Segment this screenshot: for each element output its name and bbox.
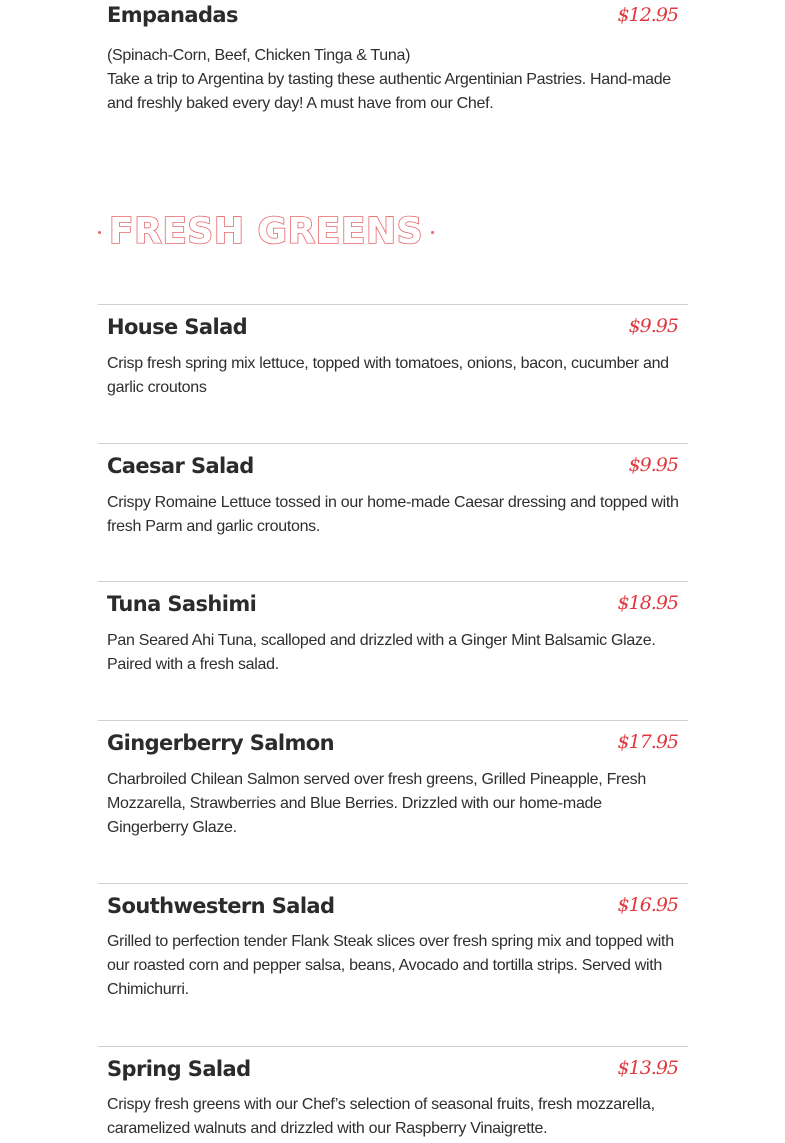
menu-item-empanadas — [98, 0, 688, 140]
item-price: $16.95 — [617, 894, 678, 916]
heading-dot-left — [98, 231, 101, 234]
item-price: $18.95 — [617, 592, 678, 614]
item-name: Southwestern Salad — [107, 894, 335, 918]
item-description: Crisp fresh spring mix lettuce, topped with tomatoes, onions, bacon, cucumber and garlic croutons — [107, 355, 669, 396]
item-description: Grilled to perfection tender Flank Steak slices over fresh spring mix and topped with our roasted corn and pepper salsa, beans, Avocado and tortilla strips. Served with Chimichurri. — [107, 933, 674, 998]
item-price: $9.95 — [628, 454, 678, 476]
menu-item — [98, 581, 688, 720]
item-name: Gingerberry Salmon — [107, 731, 334, 755]
section-heading — [98, 206, 434, 258]
section-title: FRESH GREENS — [109, 211, 424, 252]
item-description: Crispy fresh greens with our Chef’s selection of seasonal fruits, fresh mozzarella, caramelized walnuts and drizzled with our Raspberry Vinaigrette. — [107, 1096, 655, 1137]
item-name: Tuna Sashimi — [107, 592, 257, 616]
item-description: (Spinach-Corn, Beef, Chicken Tinga & Tuna) Take a trip to Argentina by tasting these authentic Argentinian Pastries. Hand-made and freshly baked every day! A must have from our Chef. — [107, 47, 671, 112]
item-description: Charbroiled Chilean Salmon served over fresh greens, Grilled Pineapple, Fresh Mozzarella, Strawberries and Blue Berries. Drizzled with our home-made Gingerberry Glaze. — [107, 771, 646, 836]
item-price: $12.95 — [617, 4, 678, 26]
item-price: $17.95 — [617, 731, 678, 753]
menu-item — [98, 1046, 688, 1143]
item-name: Caesar Salad — [107, 454, 254, 478]
menu-item — [98, 720, 688, 883]
item-description: Crispy Romaine Lettuce tossed in our home-made Caesar dressing and topped with fresh Parm and garlic croutons. — [107, 494, 679, 535]
menu-item — [98, 883, 688, 1046]
item-name: Spring Salad — [107, 1057, 251, 1081]
item-price: $13.95 — [617, 1057, 678, 1079]
menu-item — [98, 304, 688, 443]
heading-dot-right — [431, 231, 434, 234]
item-name: Empanadas — [107, 3, 238, 27]
item-description: Pan Seared Ahi Tuna, scalloped and drizzled with a Ginger Mint Balsamic Glaze. Paired with a fresh salad. — [107, 632, 656, 673]
menu-item — [98, 443, 688, 581]
item-name: House Salad — [107, 315, 248, 339]
item-price: $9.95 — [628, 315, 678, 337]
